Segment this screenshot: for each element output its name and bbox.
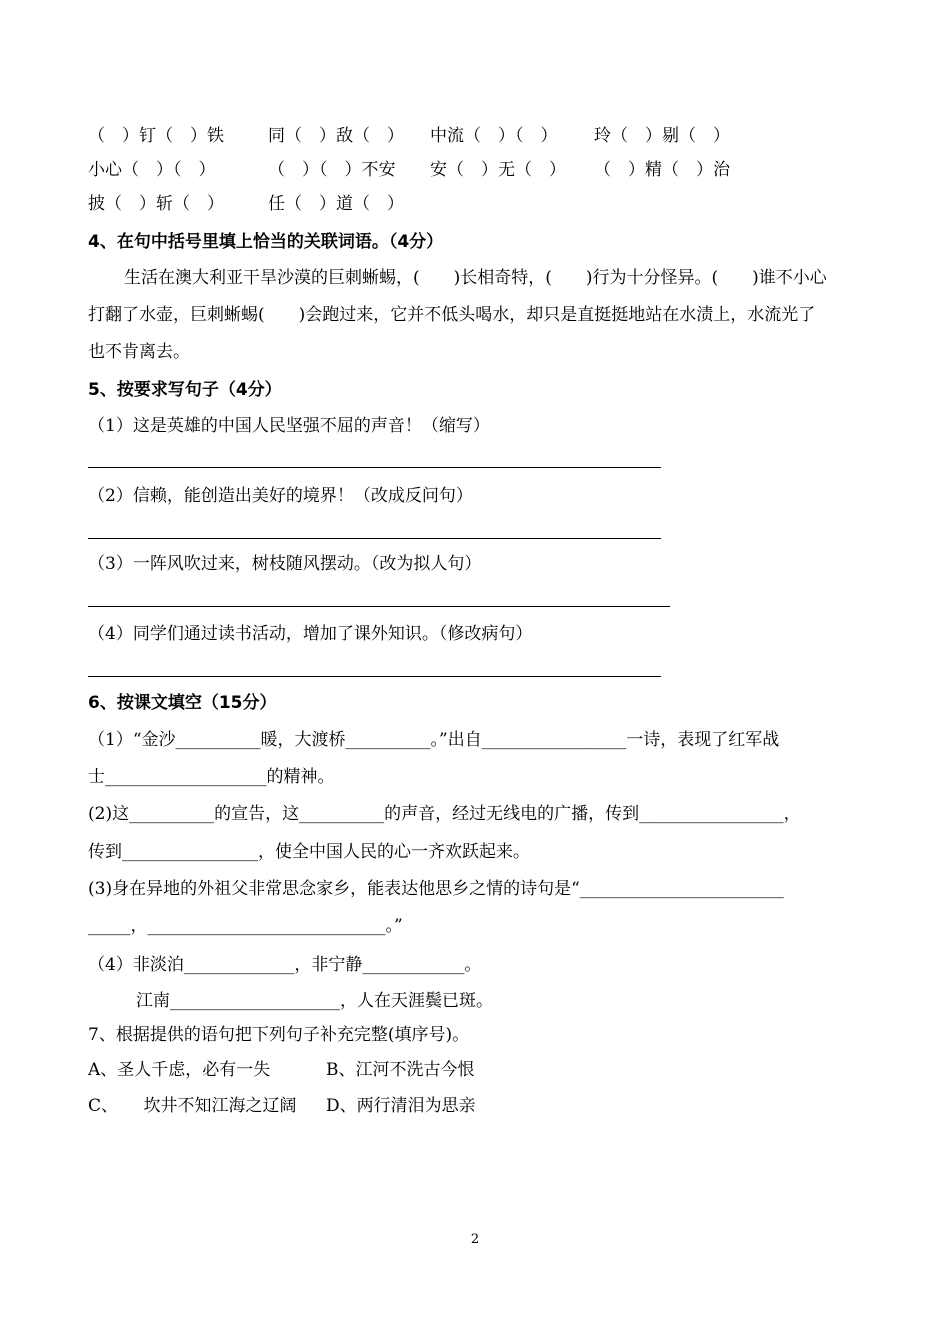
idiom-blank: 小心（ ）（ ） [88, 160, 216, 180]
q4-text-line: 也不肯离去。 [88, 342, 190, 362]
q4-title: 4、在句中括号里填上恰当的关联词语。（4分） [88, 232, 444, 252]
q6-line: _____，____________________________。” [88, 916, 403, 936]
q6-line: (3)身在异地的外祖父非常思念家乡，能表达他思乡之情的诗句是“________________________ [88, 879, 784, 899]
q6-line: 士___________________的精神。 [88, 767, 335, 787]
answer-line [88, 676, 661, 677]
idiom-row-1 [88, 124, 730, 148]
idiom-row-3 [88, 192, 404, 216]
q7-option-d: D、两行清泪为思亲 [326, 1096, 476, 1116]
answer-line [88, 467, 661, 468]
idiom-blank: （ ）（ ）不安 [268, 160, 396, 180]
q7-option-b: B、江河不洗古今恨 [326, 1060, 475, 1080]
q7-option-c: C、 坎井不知江海之辽阔 [88, 1096, 297, 1116]
q4-text-line: 打翻了水壶，巨刺蜥蜴( )会跑过来，它并不低头喝水，却只是直挺挺地站在水渍上，水流光了 [88, 305, 816, 325]
idiom-row-2 [88, 158, 730, 182]
q6-title: 6、按课文填空（15分） [88, 693, 277, 713]
idiom-blank: 披（ ）斩（ ） [88, 194, 224, 214]
q4-text-line: 生活在澳大利亚干旱沙漠的巨刺蜥蜴，( )长相奇特，( )行为十分怪异。( )谁不小心 [124, 268, 827, 288]
q5-item-2: （2）信赖，能创造出美好的境界！（改成反问句） [88, 486, 473, 506]
q6-line: 传到________________，使全中国人民的心一齐欢跃起来。 [88, 842, 530, 862]
q6-line: (2)这__________的宣告，这__________的声音，经过无线电的广播，传到_________________， [88, 804, 801, 824]
idiom-blank: 玲（ ）剔（ ） [594, 126, 730, 146]
q5-item-1: （1）这是英雄的中国人民坚强不屈的声音！（缩写） [88, 416, 490, 436]
page-number: 2 [470, 1232, 480, 1247]
q5-item-3: （3）一阵风吹过来，树枝随风摆动。（改为拟人句） [88, 554, 482, 574]
q6-line: （4）非淡泊_____________，非宁静____________。 [88, 955, 482, 975]
idiom-blank: 中流（ ）（ ） [430, 126, 558, 146]
q6-line: （1）“金沙__________暖，大渡桥__________。”出自_________________一诗，表现了红军战 [88, 730, 780, 750]
q7-option-a: A、圣人千虑，必有一失 [88, 1060, 271, 1080]
q6-line: 江南____________________，人在天涯鬓已斑。 [136, 991, 493, 1011]
answer-line [88, 538, 661, 539]
idiom-blank: 安（ ）无（ ） [430, 160, 566, 180]
idiom-blank: （ ）钉（ ）铁 [88, 126, 224, 146]
q7-options-row [88, 1094, 476, 1118]
answer-line [88, 606, 670, 607]
idiom-blank: 同（ ）敌（ ） [268, 126, 404, 146]
q5-title: 5、按要求写句子（4分） [88, 380, 282, 400]
q7-options-row [88, 1058, 475, 1082]
idiom-blank: （ ）精（ ）治 [594, 160, 730, 180]
idiom-blank: 任（ ）道（ ） [268, 194, 404, 214]
q7-title: 7、根据提供的语句把下列句子补充完整(填序号)。 [88, 1025, 470, 1045]
q5-item-4: （4）同学们通过读书活动，增加了课外知识。（修改病句） [88, 624, 533, 644]
